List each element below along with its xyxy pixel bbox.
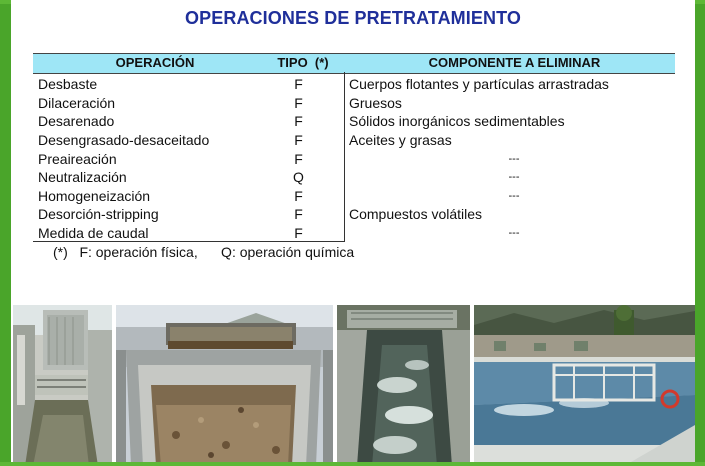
table-divider-vertical [344, 72, 345, 242]
component-cell: --- [508, 227, 520, 239]
operation-cell: Medida de caudal [38, 225, 149, 241]
screen-channel-photo [13, 305, 112, 466]
slide [11, 0, 695, 466]
operation-cell: Homogeneización [38, 188, 151, 204]
component-cell: Sólidos inorgánicos sedimentables [349, 113, 565, 129]
type-cell: F [294, 113, 303, 129]
footnote: (*) F: operación física, Q: operación química [53, 244, 355, 260]
page-title: OPERACIONES DE PRETRATAMIENTO [185, 8, 521, 28]
type-cell: F [294, 188, 303, 204]
component-cell: --- [508, 190, 520, 202]
photo-strip [13, 305, 695, 466]
type-cell: F [294, 132, 303, 148]
grit-channel-photo [337, 305, 470, 466]
operation-cell: Desorción-stripping [38, 206, 159, 222]
component-cell: Compuestos volátiles [349, 206, 483, 222]
type-cell: F [294, 151, 303, 167]
header-type: TIPO (*) [277, 55, 329, 70]
table-divider-bottom [33, 241, 345, 242]
type-cell: F [294, 225, 303, 241]
header-component: COMPONENTE A ELIMINAR [428, 55, 601, 70]
type-cell: F [294, 95, 303, 111]
component-cell: --- [508, 153, 520, 165]
drum-screen-photo [116, 305, 333, 466]
bottom-frame-bar [0, 462, 705, 466]
degreasing-tank-photo [474, 305, 695, 466]
operation-cell: Dilaceración [38, 95, 116, 111]
operation-cell: Desengrasado-desaceitado [38, 132, 210, 148]
component-cell: --- [508, 171, 520, 183]
header-operation: OPERACIÓN [115, 55, 195, 70]
operation-cell: Desarenado [38, 113, 115, 129]
component-cell: Aceites y grasas [349, 132, 452, 148]
component-cell: Cuerpos flotantes y partículas arrastradas [349, 76, 609, 92]
type-cell: F [294, 76, 303, 92]
component-cell: Gruesos [349, 95, 402, 111]
type-cell: Q [293, 169, 304, 185]
operation-cell: Desbaste [38, 76, 98, 92]
type-cell: F [294, 206, 303, 222]
operation-cell: Preaireación [38, 151, 117, 167]
operation-cell: Neutralización [38, 169, 127, 185]
